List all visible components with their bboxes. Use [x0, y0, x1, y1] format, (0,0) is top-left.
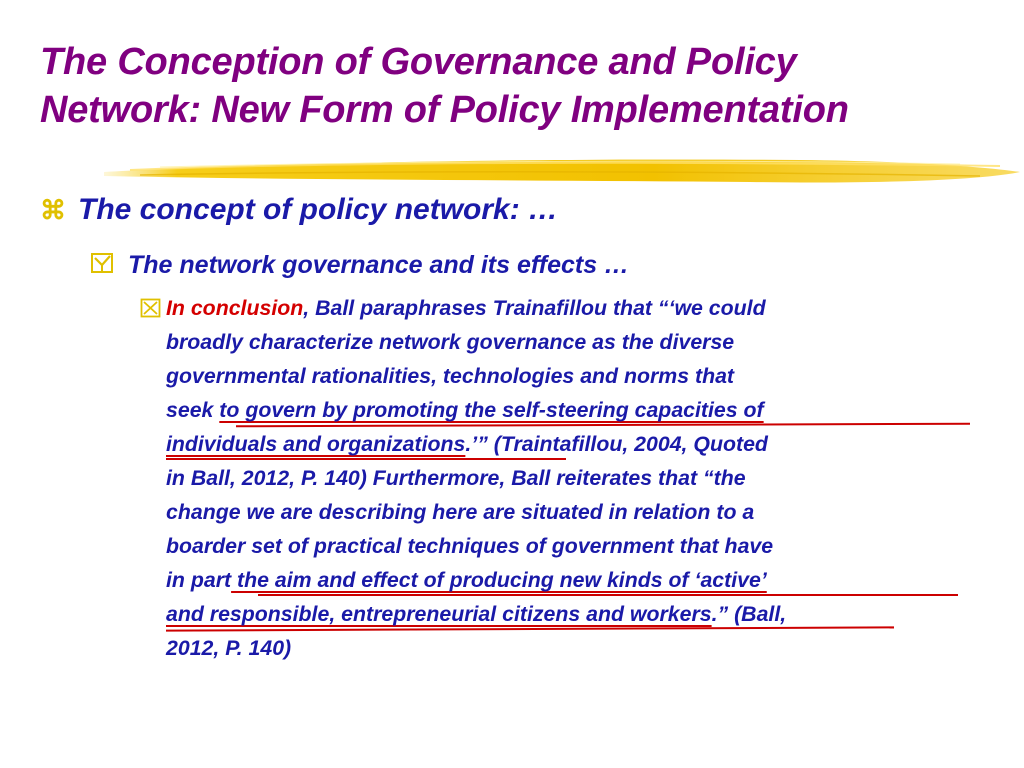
paragraph-line-5 [166, 427, 786, 461]
slide-title [40, 38, 1000, 134]
red-underline-stroke-2 [166, 458, 566, 460]
paragraph-line-1 [166, 291, 786, 325]
in-conclusion-highlight: In conclusion [166, 296, 304, 320]
crossed-box-icon [140, 298, 162, 323]
bullet-level-2-text: The network governance and its effects … [128, 251, 630, 279]
bullet-level-3-paragraph [166, 291, 786, 665]
underlined-quote-2a: the aim and effect of producing new kinds of ‘active’ [231, 568, 767, 592]
red-underline-stroke-3 [258, 594, 958, 596]
paragraph-line-2: broadly characterize network governance as the diverse [166, 330, 735, 354]
paragraph-line-1-text: , Ball paraphrases Trainafillou that “‘we could [303, 296, 766, 320]
paragraph-line-8: boarder set of practical techniques of government that have [166, 534, 774, 558]
yellow-brush-stroke-divider [100, 150, 1024, 190]
paragraph-line-7: change we are describing here are situated in relation to a [166, 500, 755, 524]
paragraph-line-9-lead: in part [166, 568, 232, 592]
paragraph-line-11: 2012, P. 140) [166, 636, 292, 660]
underlined-quote-2b: and responsible, entrepreneurial citizens and workers [166, 602, 712, 626]
paragraph-line-6: in Ball, 2012, P. 140) Furthermore, Ball reiterates that “the [166, 466, 746, 490]
paragraph-line-3: governmental rationalities, technologies and norms that [166, 364, 735, 388]
paragraph-line-10-text: .” (Ball, [711, 602, 787, 626]
underlined-quote-1a: to govern by promoting the self-steering capacities of [219, 398, 764, 422]
slide-title-line-1: The Conception of Governance and Policy [40, 41, 797, 83]
paragraph-line-5-text: .’” (Traintafillou, 2004, Quoted [465, 432, 768, 456]
bullet-level-1 [40, 190, 558, 230]
slide-title-line-2: Network: New Form of Policy Implementation [40, 89, 849, 131]
paragraph-line-9 [166, 563, 786, 597]
bullet-level-2 [90, 248, 629, 284]
paragraph-line-10 [166, 597, 786, 631]
checked-box-icon [90, 250, 128, 284]
bullet-level-1-text: The concept of policy network: … [78, 193, 559, 226]
command-key-icon: ⌘ [40, 195, 66, 225]
paragraph-line-4-lead: seek [166, 398, 220, 422]
paragraph-line-4 [166, 393, 786, 427]
underlined-quote-1b: individuals and organizations [166, 432, 466, 456]
